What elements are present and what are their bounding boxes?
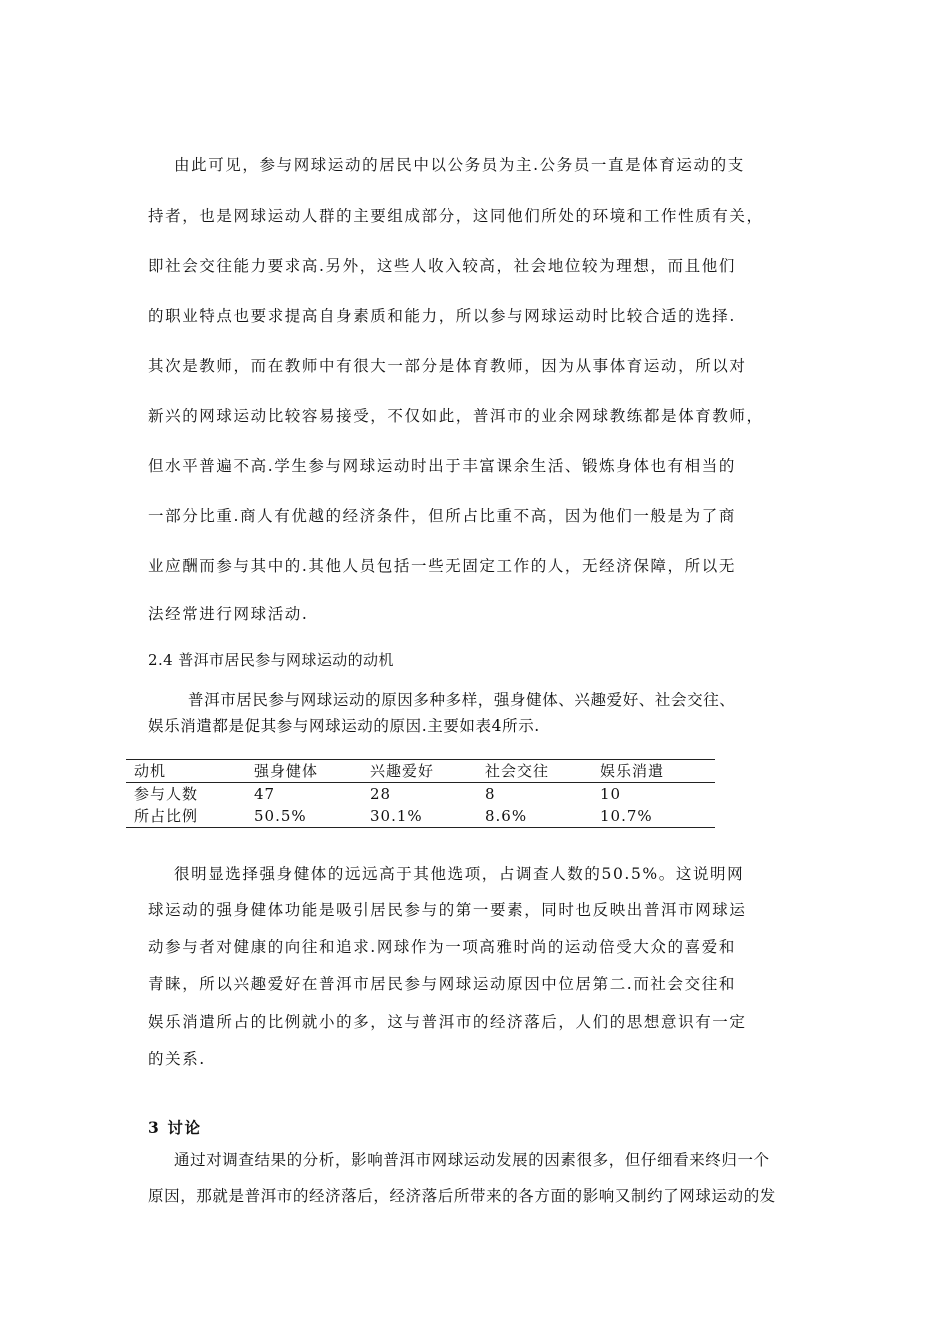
table-header-cell: 兴趣爱好 bbox=[362, 760, 477, 783]
text-line: 通过对调查结果的分析，影响普洱市网球运动发展的因素很多，但仔细看来终归一个 bbox=[174, 1151, 770, 1169]
text-line: 球运动的强身健体功能是吸引居民参与的第一要素，同时也反映出普洱市网球运 bbox=[148, 901, 747, 919]
text-line: 娱乐消遣所占的比例就小的多，这与普洱市的经济落后，人们的思想意识有一定 bbox=[148, 1013, 747, 1031]
text-line: 但水平普遍不高.学生参与网球运动时出于丰富课余生活、锻炼身体也有相当的 bbox=[148, 457, 736, 475]
text-line: 即社会交往能力要求高.另外，这些人收入较高，社会地位较为理想，而且他们 bbox=[148, 257, 736, 275]
text-line: 很明显选择强身健体的远远高于其他选项，占调查人数的50.5%。这说明网 bbox=[174, 865, 745, 883]
text-line: 由此可见，参与网球运动的居民中以公务员为主.公务员一直是体育运动的支 bbox=[174, 156, 745, 174]
section-heading-2-4: 2.4 普洱市居民参与网球运动的动机 bbox=[148, 651, 394, 669]
table-cell: 47 bbox=[254, 785, 276, 803]
text-line: 的职业特点也要求提高自身素质和能力，所以参与网球运动时比较合适的选择. bbox=[148, 307, 736, 325]
text-line: 普洱市居民参与网球运动的原因多种多样，强身健体、兴趣爱好、社会交往、 bbox=[188, 691, 736, 709]
table-row bbox=[126, 805, 715, 828]
text-line: 一部分比重.商人有优越的经济条件，但所占比重不高，因为他们一般是为了商 bbox=[148, 507, 736, 525]
text-line: 的关系. bbox=[148, 1050, 206, 1068]
text-line: 其次是教师，而在教师中有很大一部分是体育教师，因为从事体育运动，所以对 bbox=[148, 357, 747, 375]
text-line: 青睐，所以兴趣爱好在普洱市居民参与网球运动原因中位居第二.而社会交往和 bbox=[148, 975, 736, 993]
table-cell: 50.5% bbox=[246, 805, 362, 828]
table-cell: 参与人数 bbox=[134, 785, 199, 803]
motivation-table bbox=[126, 759, 715, 828]
table-cell: 10 bbox=[600, 785, 622, 803]
text-line: 原因，那就是普洱市的经济落后，经济落后所带来的各方面的影响又制约了网球运动的发 bbox=[148, 1187, 776, 1205]
table-cell: 8 bbox=[485, 785, 496, 803]
table-cell: 30.1% bbox=[362, 805, 477, 828]
table-header-cell: 强身健体 bbox=[246, 760, 362, 783]
section-heading-3: 3 讨论 bbox=[148, 1118, 202, 1137]
text-line: 动参与者对健康的向往和追求.网球作为一项高雅时尚的运动倍受大众的喜爱和 bbox=[148, 938, 736, 956]
table-header-row bbox=[126, 760, 715, 783]
table-header-cell: 娱乐消遣 bbox=[592, 760, 715, 783]
table-cell: 28 bbox=[370, 785, 392, 803]
text-line: 业应酬而参与其中的.其他人员包括一些无固定工作的人，无经济保障，所以无 bbox=[148, 557, 736, 575]
text-line: 持者，也是网球运动人群的主要组成部分，这同他们所处的环境和工作性质有关， bbox=[148, 207, 764, 225]
text-line: 法经常进行网球活动. bbox=[148, 605, 309, 623]
text-line: 娱乐消遣都是促其参与网球运动的原因.主要如表4所示. bbox=[148, 717, 540, 735]
table-header-cell: 社会交往 bbox=[477, 760, 592, 783]
text-line: 新兴的网球运动比较容易接受，不仅如此，普洱市的业余网球教练都是体育教师， bbox=[148, 407, 764, 425]
table-cell: 所占比例 bbox=[126, 805, 246, 828]
table-cell: 10.7% bbox=[592, 805, 715, 828]
table-cell: 8.6% bbox=[477, 805, 592, 828]
table-row bbox=[126, 783, 715, 806]
table-header-cell: 动机 bbox=[126, 760, 246, 783]
